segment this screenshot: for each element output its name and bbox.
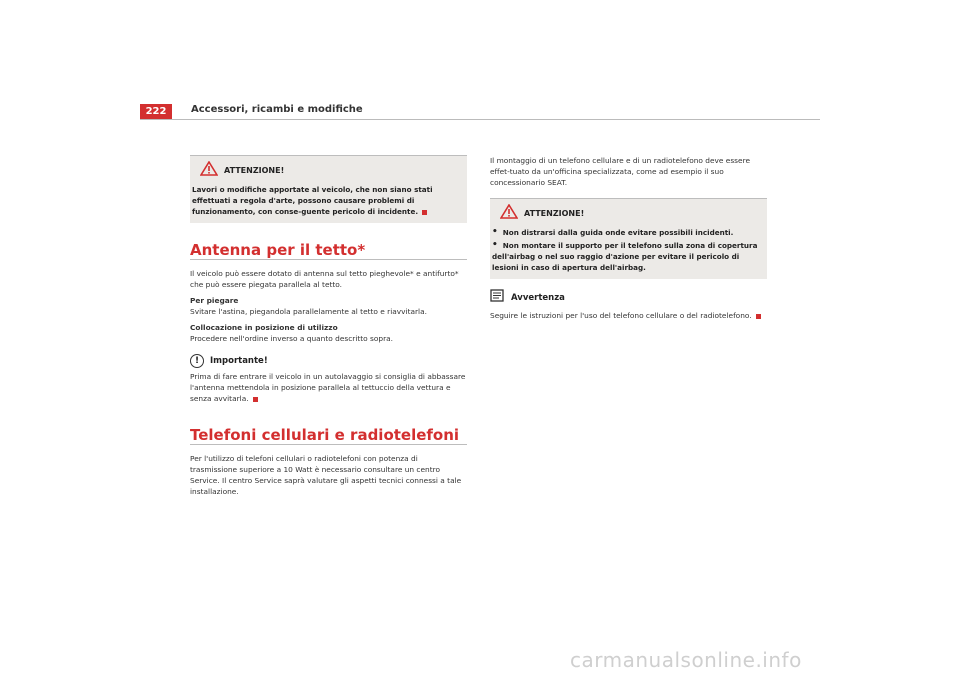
position-text: Procedere nell'ordine inverso a quanto descritto sopra. <box>190 334 394 343</box>
end-mark <box>253 397 258 402</box>
page-number: 222 <box>140 104 172 119</box>
important-note <box>190 354 467 404</box>
warning-header <box>200 161 465 179</box>
note-block <box>490 289 767 321</box>
section-heading-antenna: Antenna per il tetto* <box>190 245 467 260</box>
important-text: Prima di fare entrare il veicolo in un autolavaggio si consiglia di abbassare l'antenna mettendola in posizione parallela al tettuccio della vettura e senza avvitarla. <box>190 372 466 403</box>
warning-box-phones <box>490 198 767 279</box>
note-text: Seguire le istruzioni per l'uso del telefono cellulare o del radiotelefono. <box>490 310 767 321</box>
warning-triangle-icon <box>500 204 518 222</box>
note-icon <box>490 289 505 307</box>
antenna-intro: Il veicolo può essere dotato di antenna sul tetto pieghevole* e antifurto* che può essere piegata parallela al tetto. <box>190 269 459 289</box>
warning-triangle-icon <box>200 161 218 179</box>
important-title: Importante! <box>210 355 268 366</box>
section-heading-phones: Telefoni cellulari e radiotelefoni <box>190 430 467 445</box>
warning-title: ATTENZIONE! <box>224 165 285 175</box>
position-label: Collocazione in posizione di utilizzo <box>190 323 338 332</box>
phones-intro: Il montaggio di un telefono cellulare e di un radiotelefono deve essere effet-tuato da un'officina specializzata, come ad esempio il suo concessionario SEAT. <box>490 156 751 187</box>
warning-bullet: • Non distrarsi dalla guida onde evitare possibili incidenti. <box>492 227 734 237</box>
fold-label: Per piegare <box>190 296 239 305</box>
note-title: Avvertenza <box>511 292 565 303</box>
chapter-title: Accessori, ricambi e modifiche <box>191 104 363 115</box>
fold-text: Svitare l'astina, piegandola parallelamente al tetto e riavvitarla. <box>190 307 427 316</box>
right-column <box>490 155 767 321</box>
important-header <box>190 354 467 368</box>
warning-continuation: dell'airbag o nel suo raggio d'azione per evitare il pericolo di lesioni in caso di apertura dell'airbag. <box>492 252 740 272</box>
phones-text: Per l'utilizzo di telefoni cellulari o radiotelefoni con potenza di trasmissione superiore a 10 Watt è necessario consultare un centro Service. Il centro Service saprà valutare gli aspetti tecnici connessi a tale installazione. <box>190 454 462 496</box>
end-mark <box>756 314 761 319</box>
warning-header <box>500 204 765 222</box>
exclamation-circle-icon: ! <box>190 354 204 368</box>
watermark[interactable]: carmanualsonline.info <box>570 648 802 672</box>
warning-text: Lavori o modifiche apportate al veicolo, che non siano stati effettuati a regola d'arte, possono causare problemi di funzionamento, con conse-guente pericolo di incidente. <box>192 185 433 216</box>
warning-title: ATTENZIONE! <box>524 208 585 218</box>
warning-box <box>190 155 467 223</box>
end-mark <box>422 210 427 215</box>
left-column <box>190 155 467 497</box>
note-header <box>490 289 767 307</box>
warning-bullet: • Non montare il supporto per il telefono sulla zona di copertura <box>492 240 758 250</box>
header-divider <box>140 119 820 120</box>
